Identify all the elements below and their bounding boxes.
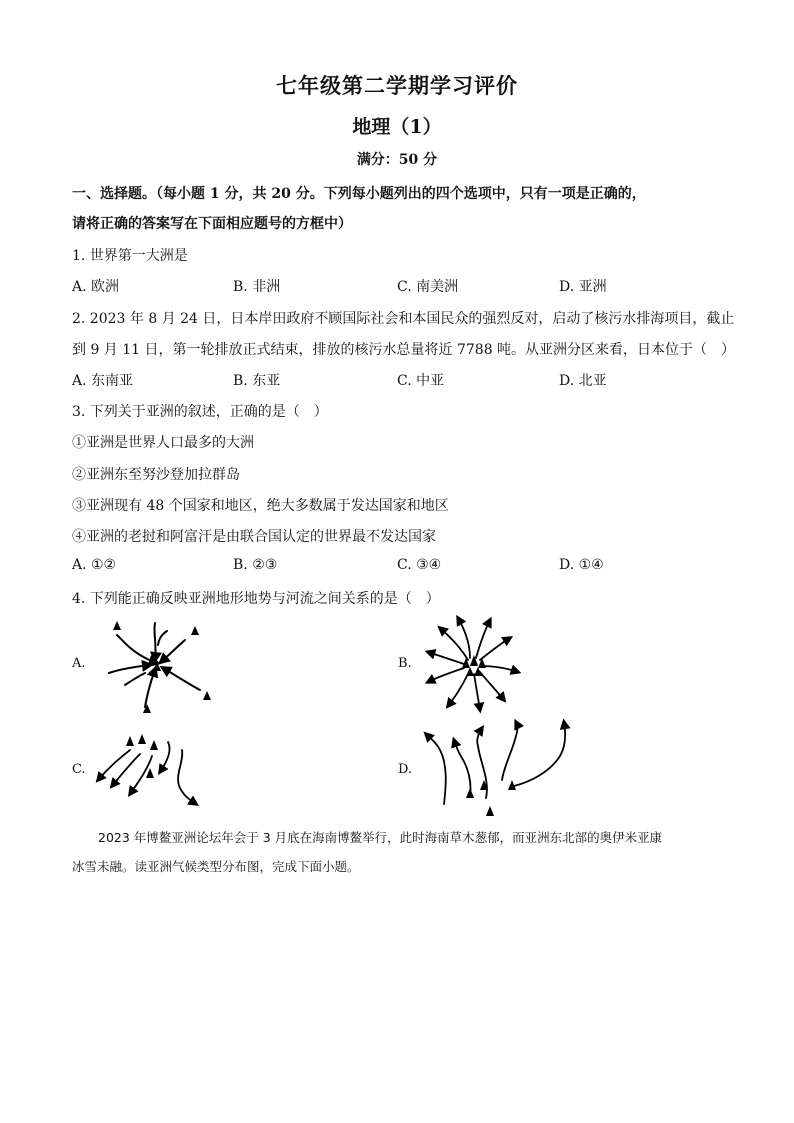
q2-option-c: C. 中亚 <box>397 373 445 389</box>
question-3-options <box>72 557 722 577</box>
question-2-line1: 2. 2023 年 8 月 24 日，日本岸田政府不顾国际社会和本国民众的强烈反对，启动了核污水排海项目，截止 <box>72 311 735 327</box>
question-1-options <box>72 276 722 296</box>
q2-option-d: D. 北亚 <box>559 373 607 389</box>
q1-option-d: D. 亚洲 <box>559 279 607 295</box>
q3-statement-3: ③亚洲现有 48 个国家和地区，绝大多数属于发达国家和地区 <box>72 498 449 514</box>
figure-b-rivers <box>418 610 528 718</box>
question-2-options <box>72 370 722 390</box>
figure-a-label: A. <box>72 656 86 671</box>
q1-option-b: B. 非洲 <box>233 279 281 295</box>
q1-option-c: C. 南美洲 <box>397 279 459 295</box>
page-title: 七年级第二学期学习评价 <box>276 73 518 98</box>
figure-d-rivers <box>420 716 572 818</box>
question-1-stem: 1. 世界第一大洲是 <box>72 248 188 264</box>
figure-d-label: D. <box>398 762 413 777</box>
figure-c-rivers <box>90 728 202 812</box>
q3-option-d: D. ①④ <box>559 557 604 573</box>
q3-option-b: B. ②③ <box>233 557 278 573</box>
section-instructions-line1: 一、选择题。（每小题 1 分，共 20 分。下列每小题列出的四个选项中，只有一项是正确的， <box>72 186 646 202</box>
q2-option-a: A. 东南亚 <box>72 373 134 389</box>
section-instructions-line2: 请将正确的答案写在下面相应题号的方框中） <box>72 216 352 232</box>
q3-option-c: C. ③④ <box>397 557 442 573</box>
question-2-line2: 到 9 月 11 日，第一轮排放正式结束，排放的核污水总量将近 7788 吨。从亚洲分区来看，日本位于（ ） <box>72 342 736 358</box>
q3-statement-1: ①亚洲是世界人口最多的大洲 <box>72 435 254 451</box>
full-score: 满分：50 分 <box>356 152 438 168</box>
passage-line2: 冰雪未融。读亚洲气候类型分布图，完成下面小题。 <box>72 859 360 874</box>
question-3-stem: 3. 下列关于亚洲的叙述，正确的是（ ） <box>72 404 328 420</box>
page-subtitle: 地理（1） <box>352 116 442 138</box>
question-4-stem: 4. 下列能正确反映亚洲地形地势与河流之间关系的是（ ） <box>72 591 440 607</box>
passage-line1: 2023 年博鳌亚洲论坛年会于 3 月底在海南博鳌举行，此时海南草木葱郁，而亚洲东北部的奥伊米亚康 <box>98 830 663 845</box>
q1-option-a: A. 欧洲 <box>72 279 120 295</box>
q3-statement-4: ④亚洲的老挝和阿富汗是由联合国认定的世界最不发达国家 <box>72 529 436 545</box>
figure-b-label: B. <box>398 656 412 671</box>
figure-a-rivers <box>95 615 220 715</box>
q3-option-a: A. ①② <box>72 557 117 573</box>
q2-option-b: B. 东亚 <box>233 373 281 389</box>
q3-statement-2: ②亚洲东至努沙登加拉群岛 <box>72 467 240 483</box>
figure-c-label: C. <box>72 762 86 777</box>
